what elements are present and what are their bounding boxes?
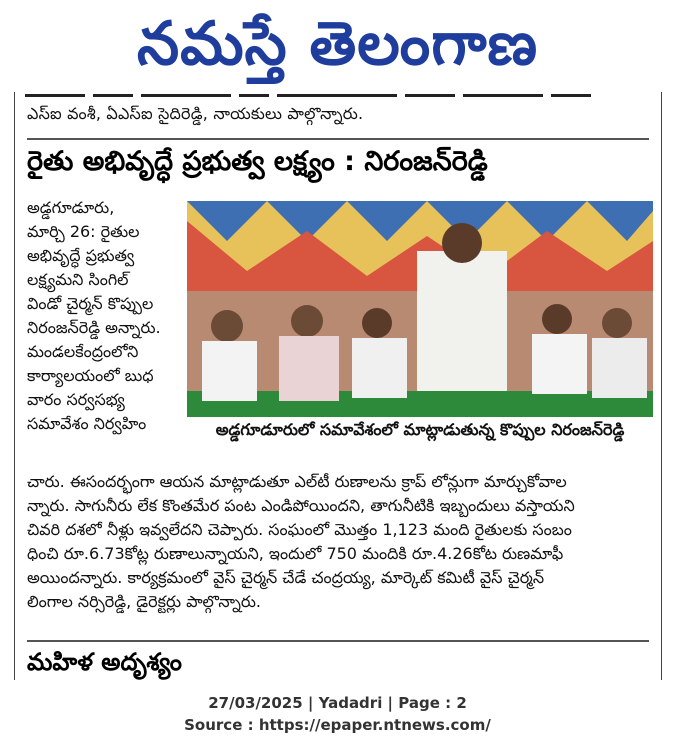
divider <box>27 640 649 642</box>
column-text-line: మండలకేంద్రంలోని <box>27 342 139 361</box>
column-text-line: నిరంజన్‌రెడ్డి అన్నారు. <box>27 318 161 337</box>
body-text-line: చివరి దశలో నీళ్లు ఇవ్వలేదని చెప్పారు. సంఘంలో మొత్తం 1,123 మంది రైతులకు సంబం <box>27 520 572 539</box>
next-article-headline: మహిళ అదృశ్యం <box>27 648 182 676</box>
body-text-line: అయిందన్నారు. కార్యక్రమంలో వైస్ చైర్మన్ చేడే చంద్రయ్య, మార్కెట్ కమిటీ వైస్ చైర్మన్ <box>27 568 545 587</box>
column-text-line: వారం సర్వసభ్య <box>27 390 125 409</box>
news-photo <box>187 201 653 417</box>
column-text-line: అడ్డగూడూరు, <box>27 198 115 217</box>
column-text-line: కార్యాలయంలో బుధ <box>27 366 154 385</box>
body-text-line: లింగాల నర్సిరెడ్డి, డైరెక్టర్లు పాల్గొన్నారు. <box>27 592 261 611</box>
column-text-line: లక్ష్యమని సింగిల్ <box>27 270 129 289</box>
body-text-line: న్నారు. సాగునీరు లేక కొంతమేర పంట ఎండిపోయిందని, తాగునీటికి ఇబ్బందులు వస్తాయని <box>27 496 575 515</box>
column-text-line: విండో చైర్మన్ కొప్పుల <box>27 294 154 313</box>
divider <box>27 138 649 140</box>
cut-off-text-line <box>25 92 645 100</box>
source-link[interactable]: Source : https://epaper.ntnews.com/ <box>184 716 491 734</box>
body-text-line: ధించి రూ.6.73కోట్ల రుణాలున్నాయని, ఇందులో 750 మందికి రూ.4.26కోట రుణమాఫీ <box>27 544 564 563</box>
masthead <box>0 0 675 86</box>
edition-info: 27/03/2025 | Yadadri | Page : 2 <box>208 694 467 712</box>
masthead-title: నమస్తే తెలంగాణ <box>136 9 539 79</box>
body-text-line: చారు. ఈసందర్భంగా ఆయన మాట్లాడుతూ ఎల్‌టీ రుణాలను క్రాప్ లోన్లుగా మార్చుకోవాల <box>27 472 567 491</box>
column-text-line: సమావేశం నిర్వహిం <box>27 414 147 433</box>
article-clipping <box>14 92 662 680</box>
photo-illustration <box>187 201 653 417</box>
column-text-line: మార్చి 26: రైతుల <box>27 222 140 241</box>
previous-article-last-line: ఎస్ఐ వంశీ, ఏఎస్ఐ సైదిరెడ్డి, నాయకులు పాల్గొన్నారు. <box>27 104 364 123</box>
article-headline: రైతు అభివృద్ధే ప్రభుత్వ లక్ష్యం : నిరంజన్‌రెడ్డి <box>27 146 488 177</box>
column-text-line: అభివృద్ధే ప్రభుత్వ <box>27 246 135 265</box>
photo-caption: అడ్డగూడూరులో సమావేశంలో మాట్లాడుతున్న కొప్పుల నిరంజన్‌రెడ్డి <box>215 420 625 439</box>
